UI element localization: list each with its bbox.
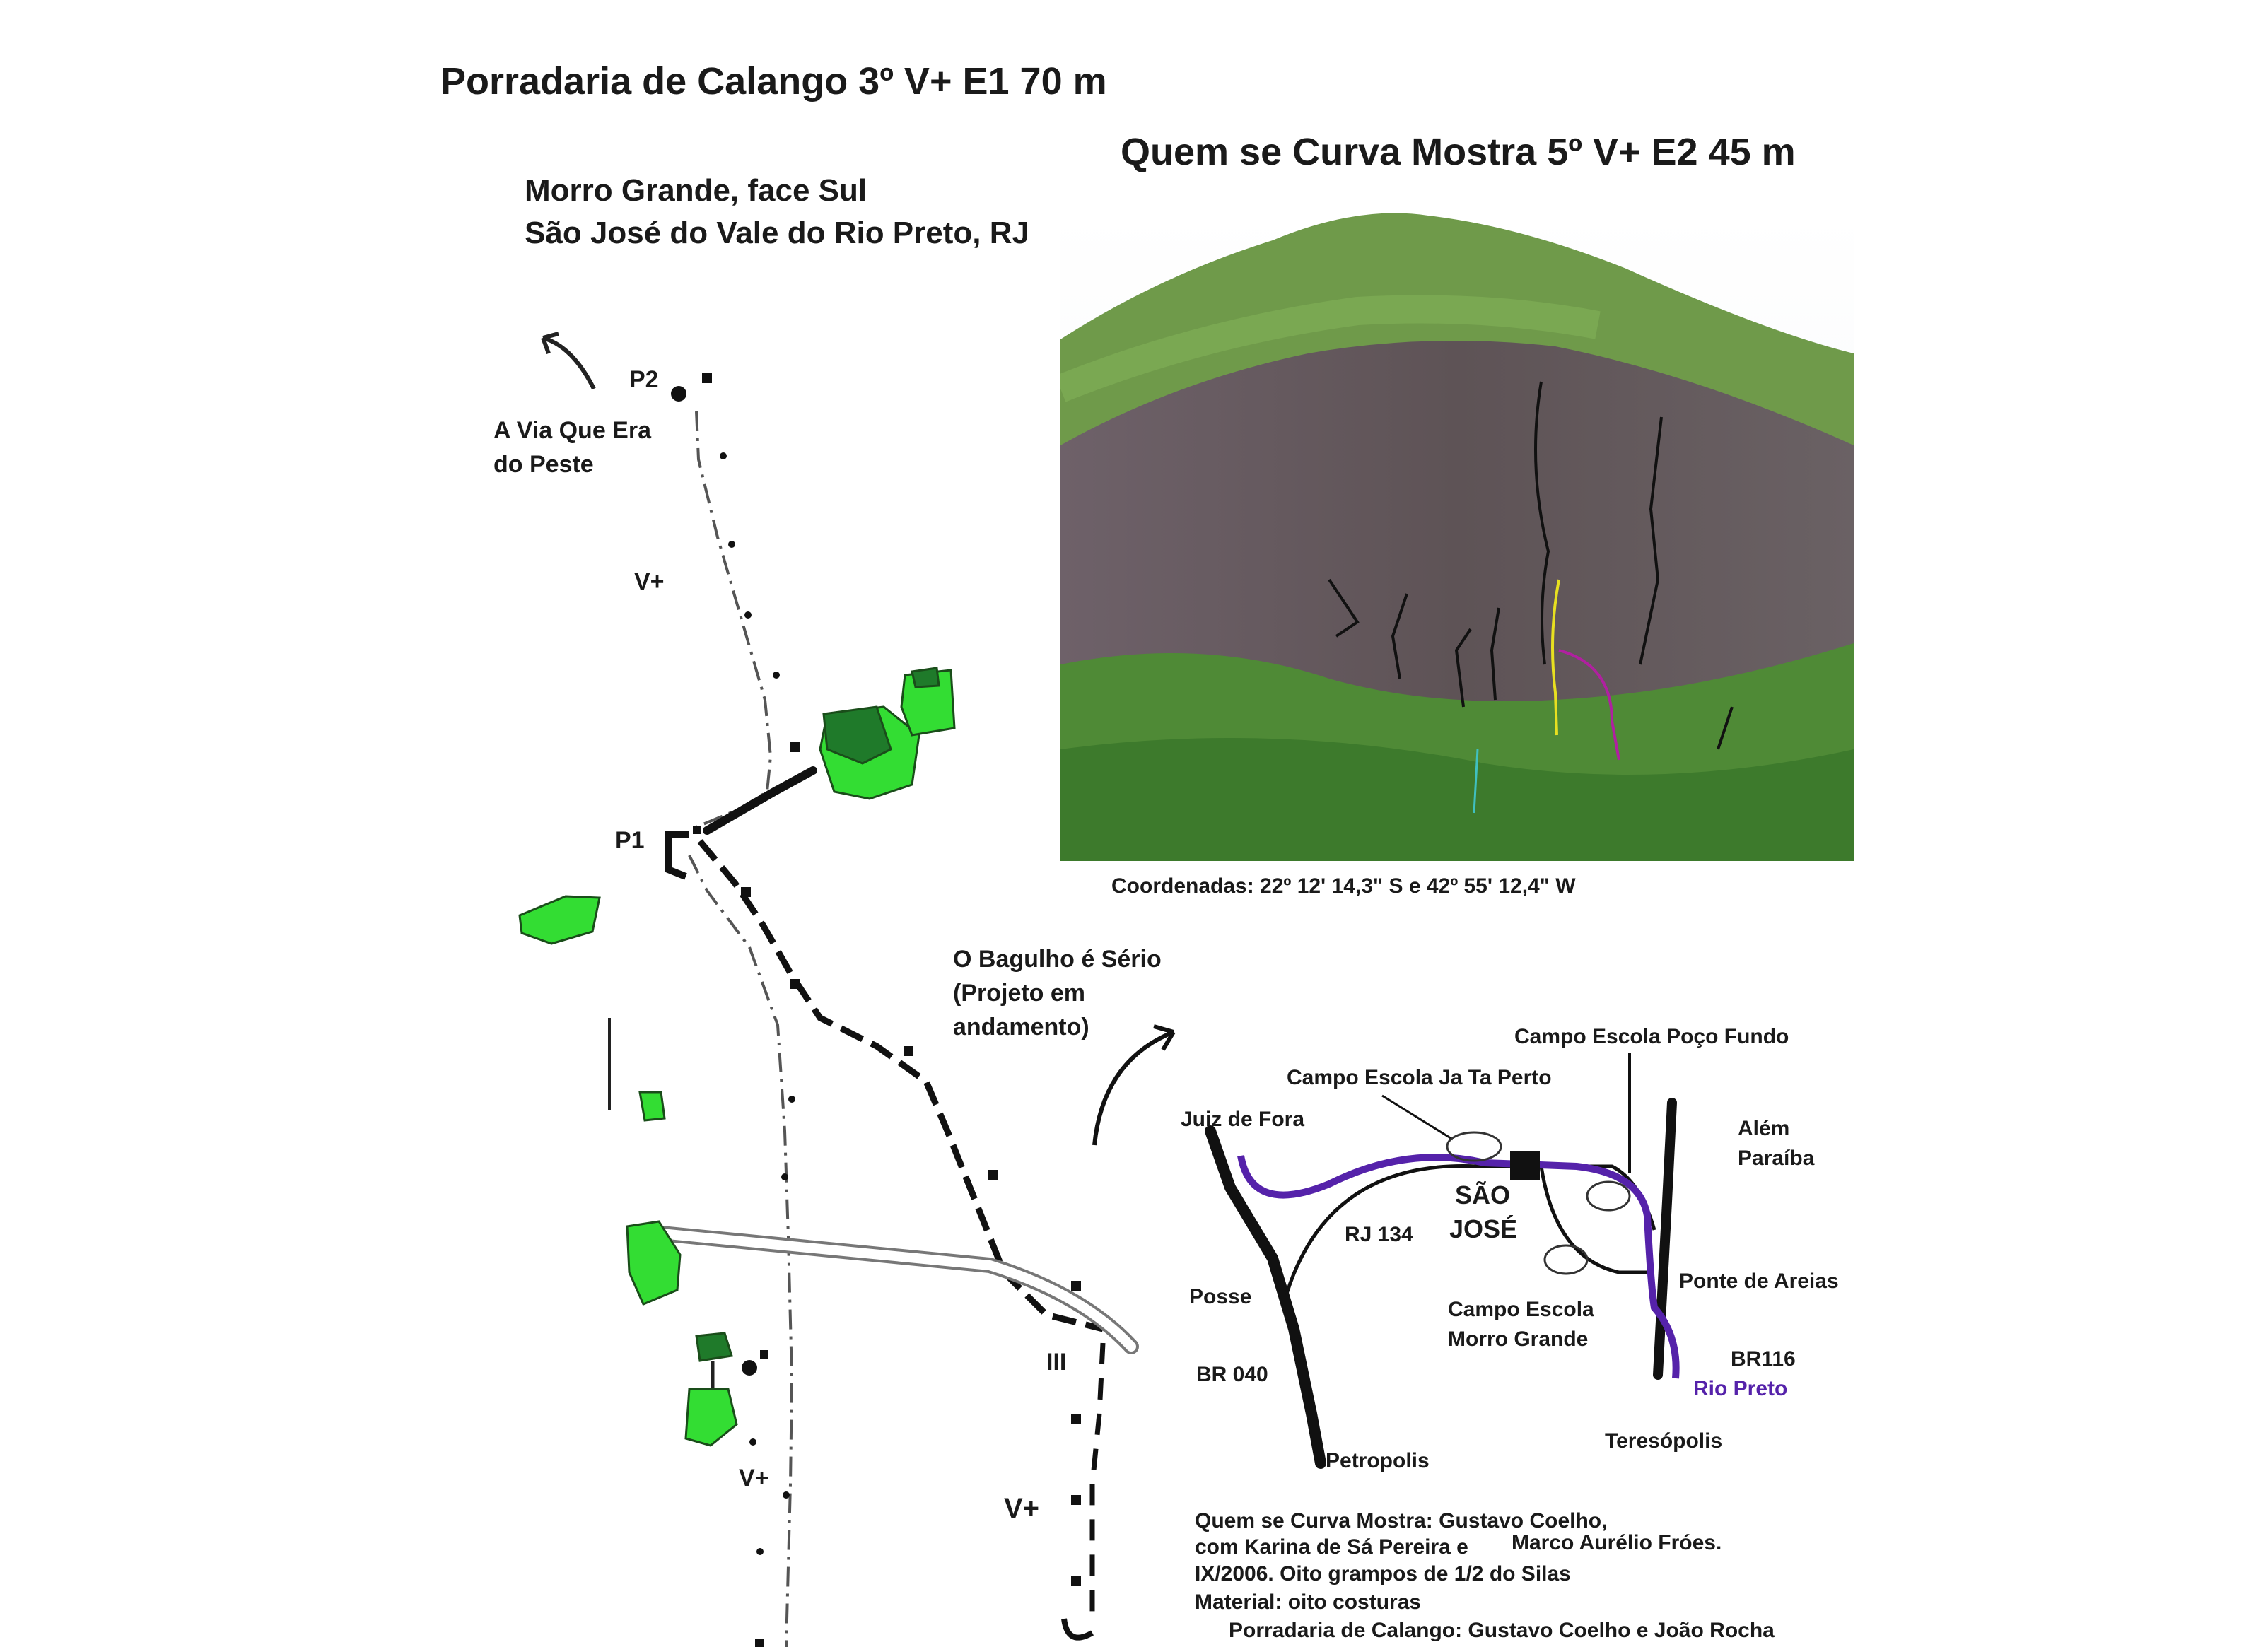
belay-p2-label: P2 — [629, 366, 659, 393]
belay-p1-hook — [668, 834, 689, 877]
other-route-label-2: do Peste — [493, 451, 594, 478]
arrow-project-icon — [1094, 1032, 1174, 1145]
map-label-campo-ja-ta-perto: Campo Escola Ja Ta Perto — [1287, 1066, 1552, 1089]
map-label-sao: SÃO — [1455, 1180, 1511, 1209]
route-p1-traverse — [707, 770, 813, 831]
location-line2: São José do Vale do Rio Preto, RJ — [525, 216, 1029, 250]
map-label-posse: Posse — [1189, 1285, 1252, 1308]
credits-line2a: com Karina de Sá Pereira e — [1195, 1535, 1468, 1559]
map-label-alem: Além — [1738, 1117, 1790, 1140]
pitch-mark: III — [1046, 1349, 1067, 1376]
bolt-dots — [671, 386, 795, 1555]
belay-bottom-hook — [1064, 1619, 1092, 1638]
map-label-br116: BR116 — [1731, 1347, 1796, 1371]
project-label-1: O Bagulho é Sério — [953, 946, 1162, 973]
map-label-jose: JOSÉ — [1449, 1214, 1518, 1243]
map-label-juiz-de-fora: Juiz de Fora — [1181, 1108, 1305, 1131]
map-label-br040: BR 040 — [1196, 1363, 1268, 1386]
campo-poco-fundo-marker — [1587, 1182, 1630, 1210]
map-label-rj134: RJ 134 — [1345, 1223, 1413, 1246]
map-label-petropolis: Petropolis — [1326, 1449, 1430, 1472]
grade-lower-left: V+ — [739, 1465, 769, 1491]
other-route-label-1: A Via Que Era — [493, 417, 651, 444]
location-line1: Morro Grande, face Sul — [525, 173, 867, 208]
campo-ja-ta-perto-marker — [1447, 1132, 1501, 1161]
map-label-paraiba: Paraíba — [1738, 1147, 1815, 1170]
route-line-right-lower — [1092, 1343, 1103, 1619]
map-label-teresopolis: Teresópolis — [1605, 1429, 1723, 1453]
grade-lower-right: V+ — [1004, 1493, 1040, 1524]
belay-p1-label: P1 — [615, 827, 645, 854]
project-label-3: andamento) — [953, 1014, 1089, 1041]
rock-face-photo — [1060, 212, 1854, 861]
map-label-rio-preto: Rio Preto — [1693, 1377, 1788, 1400]
campo-morro-grande-marker — [1545, 1245, 1587, 1274]
credits-line3: IX/2006. Oito grampos de 1/2 do Silas — [1195, 1562, 1571, 1586]
credits-line5: Porradaria de Calango: Gustavo Coelho e João Rocha — [1229, 1619, 1775, 1642]
town-sao-jose-marker — [1510, 1151, 1540, 1180]
bolt-markers — [693, 373, 1081, 1647]
arrow-up-left-icon — [543, 338, 594, 389]
map-label-morro-grande: Morro Grande — [1448, 1327, 1589, 1351]
grade-upper: V+ — [634, 568, 665, 595]
project-label-2: (Projeto em — [953, 980, 1086, 1007]
credits-line1: Quem se Curva Mostra: Gustavo Coelho, — [1195, 1509, 1608, 1532]
coordinates-caption: Coordenadas: 22º 12' 14,3" S e 42º 55' 12,4" W — [1111, 874, 1576, 898]
credits-line2b: Marco Aurélio Fróes. — [1512, 1531, 1722, 1554]
map-label-campo-poco-fundo: Campo Escola Poço Fundo — [1514, 1025, 1789, 1048]
route1-title: Porradaria de Calango 3º V+ E1 70 m — [440, 60, 1107, 102]
route-line-left-upper — [696, 411, 771, 827]
credits-line4: Material: oito costuras — [1195, 1590, 1422, 1614]
route2-title: Quem se Curva Mostra 5º V+ E2 45 m — [1121, 131, 1796, 173]
map-label-ponte-de-areias: Ponte de Areias — [1679, 1270, 1839, 1293]
map-label-campo-escola: Campo Escola — [1448, 1298, 1594, 1321]
